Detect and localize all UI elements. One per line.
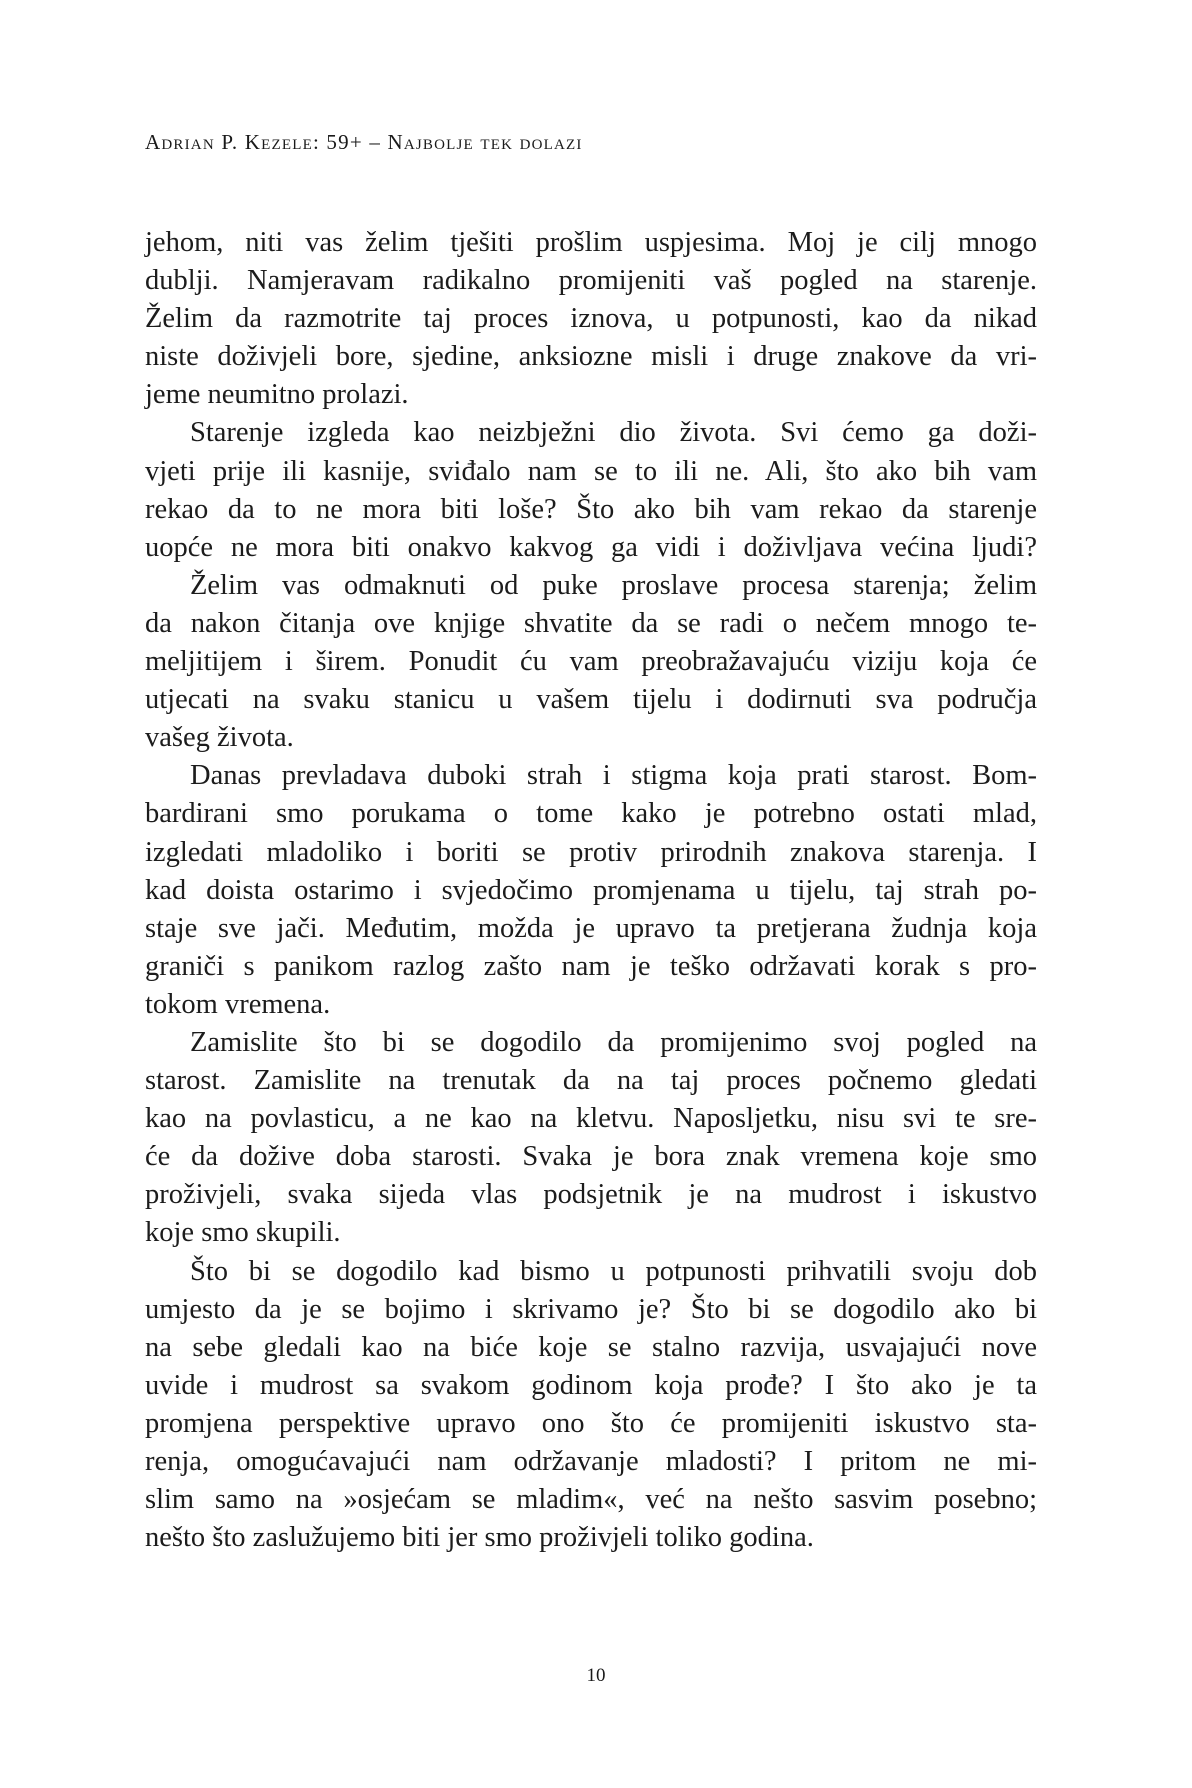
text-line: dublji. Namjeravam radikalno promijeniti vaš pogled na starenje. xyxy=(145,265,1037,297)
text-line: Starenje izgleda kao neizbježni dio života. Svi ćemo ga doži- xyxy=(190,417,1037,449)
text-line: Što bi se dogodilo kad bismo u potpunosti prihvatili svoju dob xyxy=(190,1255,1037,1287)
text-line: izgledati mladoliko i boriti se protiv prirodnih znakova starenja. I xyxy=(145,836,1037,868)
text-line: nešto što zaslužujemo biti jer smo proživjeli toliko godina. xyxy=(145,1522,814,1554)
text-line: na sebe gledali kao na biće koje se stalno razvija, usvajajući nove xyxy=(145,1331,1037,1363)
text-line: Zamislite što bi se dogodilo da promijenimo svoj pogled na xyxy=(190,1026,1037,1058)
paragraph xyxy=(145,414,1037,566)
text-line: kad doista ostarimo i svjedočimo promjenama u tijelu, taj strah po- xyxy=(145,874,1037,906)
paragraph xyxy=(145,224,1037,414)
text-line: uopće ne mora biti onakvo kakvog ga vidi i doživljava većina ljudi? xyxy=(145,531,1037,563)
text-line: će da dožive doba starosti. Svaka je bora znak vremena koje smo xyxy=(145,1141,1037,1173)
text-line: slim samo na »osjećam se mladim«, već na nešto sasvim posebno; xyxy=(145,1484,1037,1516)
text-line: bardirani smo porukama o tome kako je potrebno ostati mlad, xyxy=(145,798,1037,830)
text-line: Danas prevladava duboki strah i stigma koja prati starost. Bom- xyxy=(190,760,1037,792)
paragraph xyxy=(145,1253,1037,1558)
page-number: 10 xyxy=(586,1665,606,1686)
text-line: starost. Zamislite na trenutak da na taj proces počnemo gledati xyxy=(145,1065,1037,1097)
text-line: Želim vas odmaknuti od puke proslave procesa starenja; želim xyxy=(190,569,1037,601)
text-line: koje smo skupili. xyxy=(145,1217,341,1249)
text-line: meljitijem i širem. Ponudit ću vam preobražavajuću viziju koja će xyxy=(145,646,1037,678)
text-line: graniči s panikom razlog zašto nam je teško održavati korak s pro- xyxy=(145,950,1037,982)
text-line: tokom vremena. xyxy=(145,988,331,1020)
text-line: vašeg života. xyxy=(145,722,294,754)
body-text xyxy=(145,224,1037,1557)
paragraph xyxy=(145,757,1037,1024)
text-line: promjena perspektive upravo ono što će promijeniti iskustvo sta- xyxy=(145,1407,1037,1439)
text-line: rekao da to ne mora biti loše? Što ako bih vam rekao da starenje xyxy=(145,493,1037,525)
text-line: kao na povlasticu, a ne kao na kletvu. Naposljetku, nisu svi te sre- xyxy=(145,1103,1037,1135)
text-line: umjesto da je se bojimo i skrivamo je? Što bi se dogodilo ako bi xyxy=(145,1293,1037,1325)
text-line: niste doživjeli bore, sjedine, anksiozne misli i druge znakove da vri- xyxy=(145,341,1037,373)
text-line: renja, omogućavajući nam održavanje mladosti? I pritom ne mi- xyxy=(145,1446,1037,1477)
text-line: utjecati na svaku stanicu u vašem tijelu i dodirnuti sva područja xyxy=(145,684,1037,716)
text-line: da nakon čitanja ove knjige shvatite da se radi o nečem mnogo te- xyxy=(145,607,1037,639)
text-line: Želim da razmotrite taj proces iznova, u potpunosti, kao da nikad xyxy=(145,303,1037,335)
text-line: staje sve jači. Međutim, možda je upravo ta pretjerana žudnja koja xyxy=(145,912,1037,944)
text-line: jehom, niti vas želim tješiti prošlim uspjesima. Moj je cilj mnogo xyxy=(145,227,1037,258)
paragraph xyxy=(145,1024,1037,1253)
text-line: jeme neumitno prolazi. xyxy=(145,379,409,411)
text-line: proživjeli, svaka sijeda vlas podsjetnik je na mudrost i iskustvo xyxy=(145,1179,1037,1211)
text-line: vjeti prije ili kasnije, sviđalo nam se to ili ne. Ali, što ako bih vam xyxy=(145,455,1037,487)
running-head: Adrian P. Kezele: 59+ – Najbolje tek dolazi xyxy=(145,130,583,154)
text-line: uvide i mudrost sa svakom godinom koja prođe? I što ako je ta xyxy=(145,1369,1037,1401)
paragraph xyxy=(145,567,1037,757)
